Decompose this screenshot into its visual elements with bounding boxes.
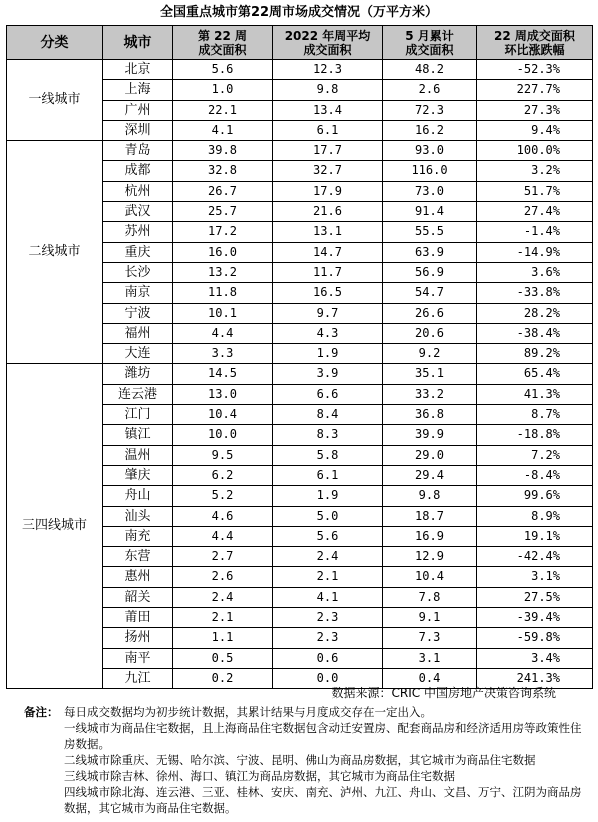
week-area-cell: 6.2 <box>173 465 273 485</box>
may-area-cell: 16.9 <box>383 526 477 546</box>
header-change-line1: 22 周成交面积 <box>494 28 575 43</box>
table-row <box>7 141 593 161</box>
avg-area-cell: 1.9 <box>273 486 383 506</box>
city-cell: 深圳 <box>103 120 173 140</box>
may-area-cell: 26.6 <box>383 303 477 323</box>
city-cell: 杭州 <box>103 181 173 201</box>
change-cell: 8.9% <box>477 506 593 526</box>
note-line: 每日成交数据均为初步统计数据，其累计结果与月度成交存在一定出入。 <box>64 705 432 719</box>
week-area-cell: 1.0 <box>173 80 273 100</box>
header-avg-line2: 成交面积 <box>303 42 352 57</box>
change-cell: 3.2% <box>477 161 593 181</box>
week-area-cell: 26.7 <box>173 181 273 201</box>
may-area-cell: 12.9 <box>383 547 477 567</box>
change-cell: 65.4% <box>477 364 593 384</box>
change-cell: 27.3% <box>477 100 593 120</box>
header-change-line2: 环比涨跌幅 <box>504 42 565 57</box>
city-cell: 宁波 <box>103 303 173 323</box>
note-line: 一线城市为商品住宅数据，且上海商品住宅数据包含动迁安置房、配套商品房和经济适用房等政策性住房数据。 <box>64 721 582 751</box>
week-area-cell: 2.4 <box>173 587 273 607</box>
avg-area-cell: 21.6 <box>273 202 383 222</box>
note-line: 三线城市除吉林、徐州、海口、镇江为商品房数据，其它城市为商品住宅数据 <box>64 769 455 783</box>
week-area-cell: 5.2 <box>173 486 273 506</box>
avg-area-cell: 9.8 <box>273 80 383 100</box>
change-cell: 7.2% <box>477 445 593 465</box>
avg-area-cell: 5.8 <box>273 445 383 465</box>
city-cell: 南京 <box>103 283 173 303</box>
avg-area-cell: 9.7 <box>273 303 383 323</box>
city-cell: 潍坊 <box>103 364 173 384</box>
change-cell: 3.1% <box>477 567 593 587</box>
week-area-cell: 0.2 <box>173 668 273 688</box>
week-area-cell: 2.6 <box>173 567 273 587</box>
change-cell: 9.4% <box>477 120 593 140</box>
city-cell: 肇庆 <box>103 465 173 485</box>
avg-area-cell: 8.4 <box>273 405 383 425</box>
header-change <box>477 26 593 60</box>
week-area-cell: 22.1 <box>173 100 273 120</box>
avg-area-cell: 2.1 <box>273 567 383 587</box>
avg-area-cell: 12.3 <box>273 60 383 80</box>
may-area-cell: 7.8 <box>383 587 477 607</box>
avg-area-cell: 8.3 <box>273 425 383 445</box>
week-area-cell: 4.4 <box>173 526 273 546</box>
change-cell: 99.6% <box>477 486 593 506</box>
note-line: 二线城市除重庆、无锡、哈尔滨、宁波、昆明、佛山为商品房数据，其它城市为商品住宅数据 <box>64 753 536 767</box>
may-area-cell: 10.4 <box>383 567 477 587</box>
category-cell: 三四线城市 <box>7 364 103 689</box>
may-area-cell: 55.5 <box>383 222 477 242</box>
may-area-cell: 63.9 <box>383 242 477 262</box>
may-area-cell: 20.6 <box>383 323 477 343</box>
note-line: 四线城市除北海、连云港、三亚、桂林、安庆、南充、泸州、九江、舟山、文昌、万宁、江阴为商品房数据，其它城市为商品住宅数据。 <box>64 785 582 815</box>
week-area-cell: 3.3 <box>173 344 273 364</box>
may-area-cell: 93.0 <box>383 141 477 161</box>
city-cell: 重庆 <box>103 242 173 262</box>
city-cell: 汕头 <box>103 506 173 526</box>
header-avg <box>273 26 383 60</box>
city-cell: 镇江 <box>103 425 173 445</box>
week-area-cell: 10.0 <box>173 425 273 445</box>
city-cell: 苏州 <box>103 222 173 242</box>
week-area-cell: 9.5 <box>173 445 273 465</box>
avg-area-cell: 32.7 <box>273 161 383 181</box>
notes <box>24 704 592 816</box>
may-area-cell: 29.4 <box>383 465 477 485</box>
change-cell: 227.7% <box>477 80 593 100</box>
transaction-table <box>6 25 593 689</box>
may-area-cell: 9.2 <box>383 344 477 364</box>
may-area-cell: 36.8 <box>383 405 477 425</box>
week-area-cell: 1.1 <box>173 628 273 648</box>
may-area-cell: 18.7 <box>383 506 477 526</box>
header-avg-line1: 2022 年周平均 <box>284 28 371 43</box>
city-cell: 舟山 <box>103 486 173 506</box>
avg-area-cell: 2.3 <box>273 608 383 628</box>
change-cell: 19.1% <box>477 526 593 546</box>
avg-area-cell: 6.1 <box>273 120 383 140</box>
week-area-cell: 10.1 <box>173 303 273 323</box>
week-area-cell: 2.1 <box>173 608 273 628</box>
avg-area-cell: 1.9 <box>273 344 383 364</box>
city-cell: 福州 <box>103 323 173 343</box>
city-cell: 江门 <box>103 405 173 425</box>
avg-area-cell: 0.0 <box>273 668 383 688</box>
notes-label: 备注： <box>24 705 59 719</box>
may-area-cell: 29.0 <box>383 445 477 465</box>
city-cell: 扬州 <box>103 628 173 648</box>
avg-area-cell: 16.5 <box>273 283 383 303</box>
city-cell: 广州 <box>103 100 173 120</box>
header-may-line1: 5 月累计 <box>405 28 454 43</box>
table-row <box>7 60 593 80</box>
change-cell: 3.4% <box>477 648 593 668</box>
table-body <box>7 60 593 689</box>
week-area-cell: 4.4 <box>173 323 273 343</box>
city-cell: 莆田 <box>103 608 173 628</box>
city-cell: 青岛 <box>103 141 173 161</box>
notes-body <box>64 704 592 816</box>
week-area-cell: 2.7 <box>173 547 273 567</box>
change-cell: 100.0% <box>477 141 593 161</box>
city-cell: 南充 <box>103 526 173 546</box>
change-cell: 28.2% <box>477 303 593 323</box>
week-area-cell: 4.1 <box>173 120 273 140</box>
avg-area-cell: 17.7 <box>273 141 383 161</box>
city-cell: 长沙 <box>103 262 173 282</box>
city-cell: 南平 <box>103 648 173 668</box>
avg-area-cell: 13.1 <box>273 222 383 242</box>
city-cell: 成都 <box>103 161 173 181</box>
header-may <box>383 26 477 60</box>
header-may-line2: 成交面积 <box>405 42 454 57</box>
city-cell: 韶关 <box>103 587 173 607</box>
change-cell: 41.3% <box>477 384 593 404</box>
week-area-cell: 25.7 <box>173 202 273 222</box>
week-area-cell: 0.5 <box>173 648 273 668</box>
change-cell: -8.4% <box>477 465 593 485</box>
avg-area-cell: 4.1 <box>273 587 383 607</box>
table-header-row <box>7 26 593 60</box>
city-cell: 大连 <box>103 344 173 364</box>
may-area-cell: 56.9 <box>383 262 477 282</box>
change-cell: 27.4% <box>477 202 593 222</box>
may-area-cell: 39.9 <box>383 425 477 445</box>
avg-area-cell: 2.4 <box>273 547 383 567</box>
may-area-cell: 9.1 <box>383 608 477 628</box>
avg-area-cell: 6.6 <box>273 384 383 404</box>
avg-area-cell: 3.9 <box>273 364 383 384</box>
week-area-cell: 39.8 <box>173 141 273 161</box>
week-area-cell: 16.0 <box>173 242 273 262</box>
change-cell: -1.4% <box>477 222 593 242</box>
change-cell: -18.8% <box>477 425 593 445</box>
avg-area-cell: 5.6 <box>273 526 383 546</box>
change-cell: -33.8% <box>477 283 593 303</box>
may-area-cell: 72.3 <box>383 100 477 120</box>
change-cell: 89.2% <box>477 344 593 364</box>
city-cell: 上海 <box>103 80 173 100</box>
change-cell: -38.4% <box>477 323 593 343</box>
week-area-cell: 11.8 <box>173 283 273 303</box>
change-cell: 51.7% <box>477 181 593 201</box>
table-row <box>7 364 593 384</box>
city-cell: 九江 <box>103 668 173 688</box>
may-area-cell: 73.0 <box>383 181 477 201</box>
change-cell: 8.7% <box>477 405 593 425</box>
may-area-cell: 7.3 <box>383 628 477 648</box>
change-cell: -42.4% <box>477 547 593 567</box>
may-area-cell: 54.7 <box>383 283 477 303</box>
header-category: 分类 <box>7 26 103 60</box>
avg-area-cell: 14.7 <box>273 242 383 262</box>
week-area-cell: 32.8 <box>173 161 273 181</box>
avg-area-cell: 6.1 <box>273 465 383 485</box>
city-cell: 温州 <box>103 445 173 465</box>
week-area-cell: 14.5 <box>173 364 273 384</box>
avg-area-cell: 4.3 <box>273 323 383 343</box>
week-area-cell: 5.6 <box>173 60 273 80</box>
page-title: 全国重点城市第22周市场成交情况（万平方米） <box>159 5 439 20</box>
week-area-cell: 17.2 <box>173 222 273 242</box>
may-area-cell: 2.6 <box>383 80 477 100</box>
avg-area-cell: 17.9 <box>273 181 383 201</box>
city-cell: 北京 <box>103 60 173 80</box>
header-week <box>173 26 273 60</box>
category-cell: 一线城市 <box>7 60 103 141</box>
week-area-cell: 4.6 <box>173 506 273 526</box>
header-week-line2: 成交面积 <box>198 42 247 57</box>
change-cell: 3.6% <box>477 262 593 282</box>
avg-area-cell: 2.3 <box>273 628 383 648</box>
data-source: 数据来源：CRIC 中国房地产决策咨询系统 <box>331 686 556 700</box>
header-city: 城市 <box>103 26 173 60</box>
city-cell: 武汉 <box>103 202 173 222</box>
change-cell: 27.5% <box>477 587 593 607</box>
week-area-cell: 13.2 <box>173 262 273 282</box>
avg-area-cell: 0.6 <box>273 648 383 668</box>
avg-area-cell: 5.0 <box>273 506 383 526</box>
may-area-cell: 0.4 <box>383 668 477 688</box>
header-week-line1: 第 22 周 <box>197 28 248 43</box>
may-area-cell: 91.4 <box>383 202 477 222</box>
week-area-cell: 10.4 <box>173 405 273 425</box>
may-area-cell: 48.2 <box>383 60 477 80</box>
change-cell: -59.8% <box>477 628 593 648</box>
may-area-cell: 116.0 <box>383 161 477 181</box>
city-cell: 连云港 <box>103 384 173 404</box>
city-cell: 惠州 <box>103 567 173 587</box>
change-cell: -52.3% <box>477 60 593 80</box>
avg-area-cell: 13.4 <box>273 100 383 120</box>
may-area-cell: 33.2 <box>383 384 477 404</box>
change-cell: 241.3% <box>477 668 593 688</box>
may-area-cell: 9.8 <box>383 486 477 506</box>
week-area-cell: 13.0 <box>173 384 273 404</box>
avg-area-cell: 11.7 <box>273 262 383 282</box>
may-area-cell: 16.2 <box>383 120 477 140</box>
city-cell: 东营 <box>103 547 173 567</box>
may-area-cell: 3.1 <box>383 648 477 668</box>
change-cell: -39.4% <box>477 608 593 628</box>
category-cell: 二线城市 <box>7 141 103 364</box>
change-cell: -14.9% <box>477 242 593 262</box>
may-area-cell: 35.1 <box>383 364 477 384</box>
